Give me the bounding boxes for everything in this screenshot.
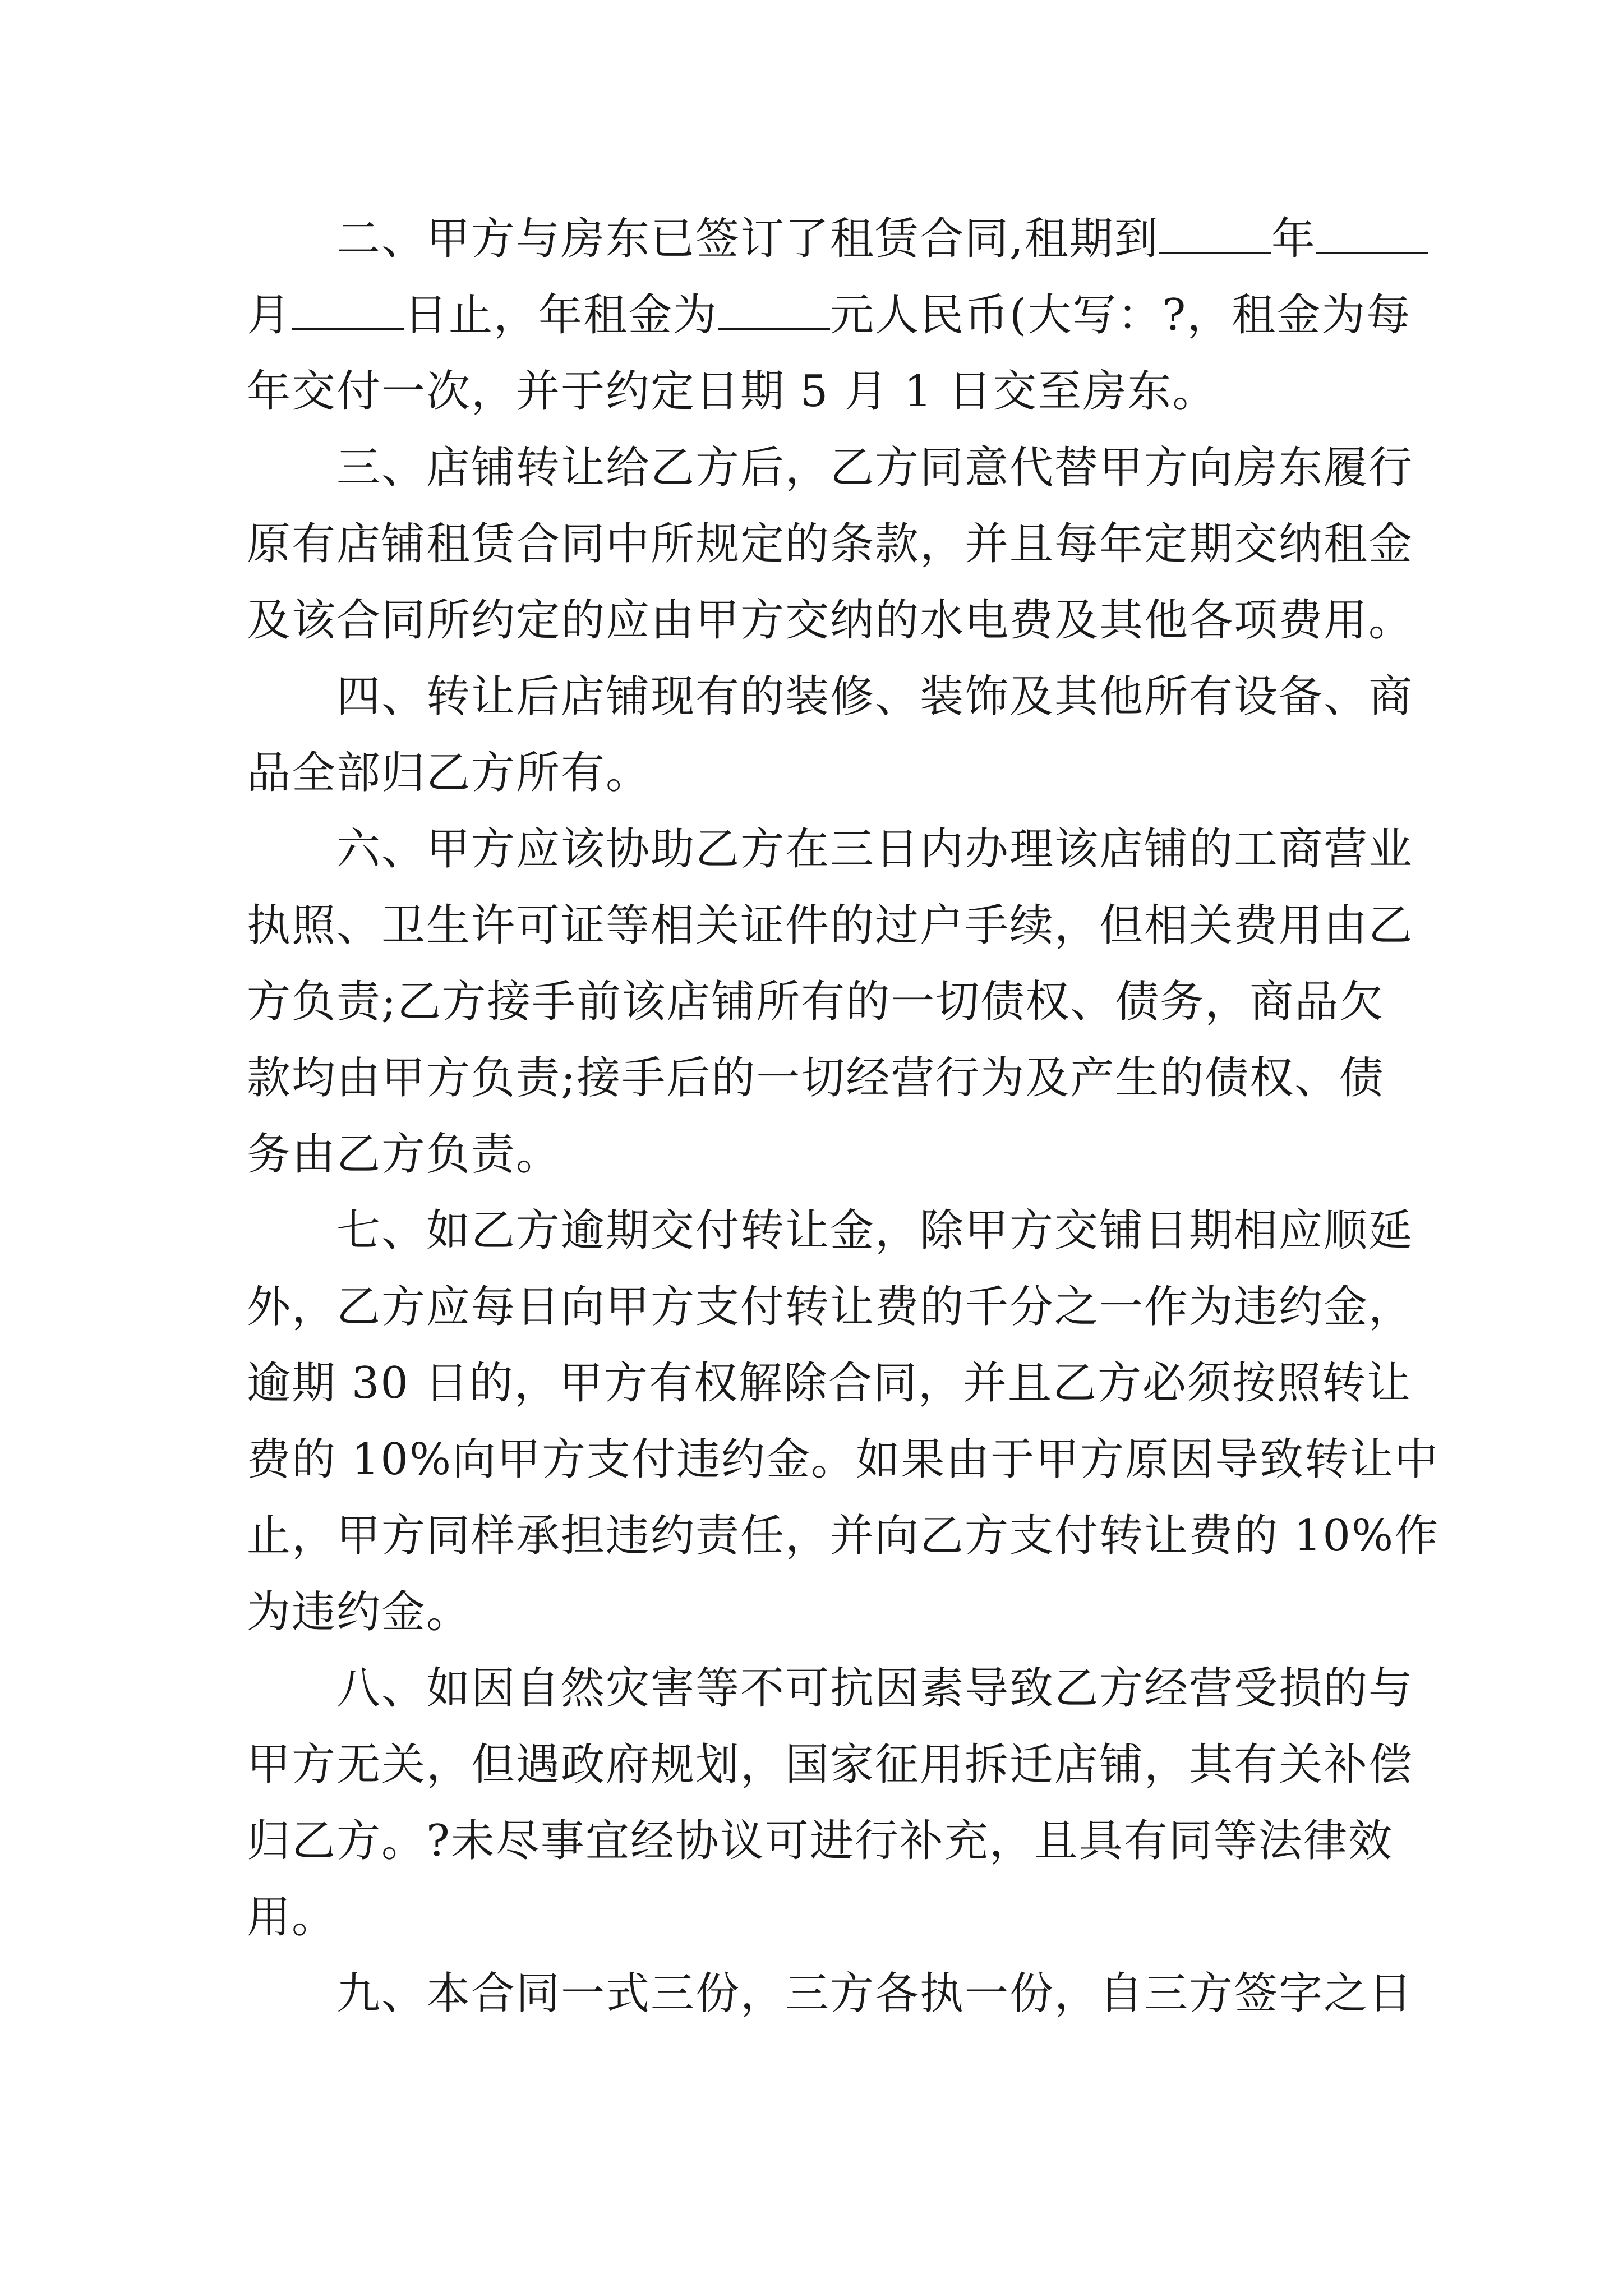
text-line: 费的 10%向甲方支付违约金。如果由于甲方原因导致转让中 — [247, 1434, 1440, 1485]
clause-8 — [247, 1650, 1414, 1955]
blank-field-rent — [718, 295, 830, 330]
text-line: 三、店铺转让给乙方后，乙方同意代替甲方向房东履行 — [336, 443, 1414, 493]
text-line: 止，甲方同样承担违约责任，并向乙方支付转让费的 10%作 — [247, 1511, 1440, 1561]
text-line: 为违约金。 — [247, 1587, 472, 1637]
clause-6 — [247, 811, 1414, 1193]
text-line: 八、如因自然灾害等不可抗因素导致乙方经营受损的与 — [336, 1663, 1414, 1714]
text-line: 月 日止，年租金为 元人民币(大写：?，租金为每 — [247, 290, 1412, 341]
text-line: 款均由甲方负责;接手后的一切经营行为及产生的债权、债 — [247, 1053, 1385, 1103]
text-line: 及该合同所约定的应由甲方交纳的水电费及其他各项费用。 — [247, 595, 1414, 646]
text-line: 九、本合同一式三份，三方各执一份，自三方签字之日 — [336, 1968, 1414, 2019]
text-line: 务由乙方负责。 — [247, 1129, 561, 1180]
text-line: 逾期 30 日的，甲方有权解除合同，并且乙方必须按照转让 — [247, 1358, 1412, 1409]
blank-field-month — [1316, 218, 1428, 254]
text-line: 甲方无关，但遇政府规划，国家征用拆迁店铺，其有关补偿 — [247, 1740, 1414, 1790]
text-line: 四、转让后店铺现有的装修、装饰及其他所有设备、商 — [336, 671, 1414, 722]
text-line: 七、如乙方逾期交付转让金，除甲方交铺日期相应顺延 — [336, 1205, 1414, 1256]
clause-4 — [247, 659, 1414, 811]
blank-field-year — [1159, 218, 1271, 254]
text-line: 归乙方。?未尽事宜经协议可进行补充，且具有同等法律效 — [247, 1816, 1393, 1866]
text-line: 外，乙方应每日向甲方支付转让费的千分之一作为违约金， — [247, 1282, 1414, 1332]
text-line: 执照、卫生许可证等相关证件的过户手续，但相关费用由乙 — [247, 900, 1414, 951]
text-line: 原有店铺租赁合同中所规定的条款，并且每年定期交纳租金 — [247, 519, 1414, 569]
blank-field-day — [292, 295, 404, 330]
text-line: 六、甲方应该协助乙方在三日内办理该店铺的工商营业 — [336, 824, 1414, 875]
text-line: 方负责;乙方接手前该店铺所有的一切债权、债务，商品欠 — [247, 977, 1385, 1027]
clause-9 — [247, 1955, 1414, 2032]
text-line: 年交付一次，并于约定日期 5 月 1 日交至房东。 — [247, 366, 1218, 417]
text-line: 二、甲方与房东已签订了租赁合同,租期到 年 — [247, 201, 1385, 277]
clause-3 — [247, 430, 1414, 659]
text-line: 用。 — [247, 1892, 337, 1943]
clause-7 — [247, 1193, 1440, 1650]
contract-body — [247, 201, 1440, 2032]
text-line: 品全部归乙方所有。 — [247, 748, 651, 798]
clause-2 — [247, 201, 1412, 430]
